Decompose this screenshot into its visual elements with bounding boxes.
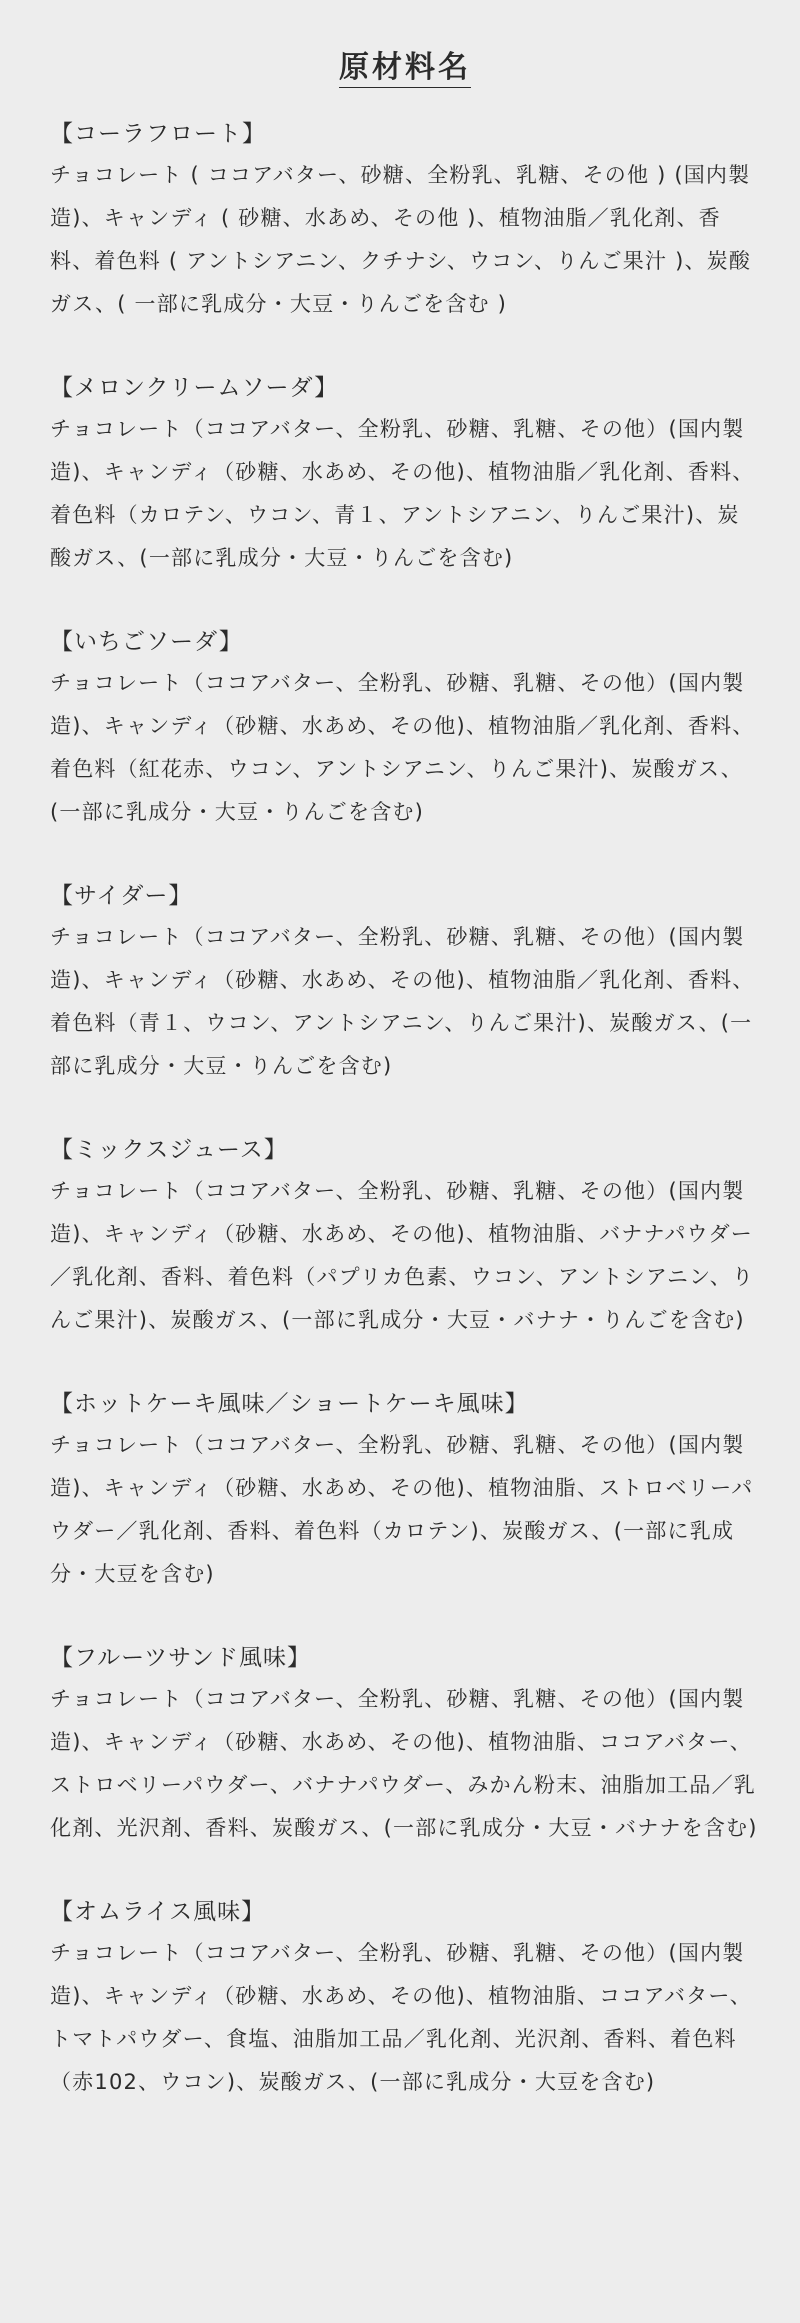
section-strawberry-soda <box>50 622 760 834</box>
section-ingredients: チョコレート ( ココアバター、砂糖、全粉乳、乳糖、その他 ) (国内製造)、キャンディ ( 砂糖、水あめ、その他 )、植物油脂／乳化剤、香料、着色料 ( アントシアニン、クチナシ、ウコン、りんご果汁 )、炭酸ガス、( 一部に乳成分・大豆・りんごを含む ) <box>50 163 752 316</box>
section-heading: 【サイダー】 <box>50 883 193 909</box>
section-ingredients: チョコレート（ココアバター、全粉乳、砂糖、乳糖、その他）(国内製造)、キャンディ（砂糖、水あめ、その他)、植物油脂、ココアバター、ストロベリーパウダー、バナナパウダー、みかん粉末、油脂加工品／乳化剤、光沢剤、香料、炭酸ガス、(一部に乳成分・大豆・バナナを含む) <box>50 1687 758 1840</box>
page-title-text: 原材料名 <box>339 50 471 88</box>
page-title <box>50 48 760 88</box>
section-heading: 【メロンクリームソーダ】 <box>50 375 339 401</box>
section-omurice <box>50 1892 760 2104</box>
section-ingredients: チョコレート（ココアバター、全粉乳、砂糖、乳糖、その他）(国内製造)、キャンディ（砂糖、水あめ、その他)、植物油脂／乳化剤、香料、着色料（カロテン、ウコン、青１、アントシアニン、りんご果汁)、炭酸ガス、(一部に乳成分・大豆・りんごを含む) <box>50 417 755 570</box>
section-cider <box>50 876 760 1088</box>
section-heading: 【ホットケーキ風味／ショートケーキ風味】 <box>50 1391 529 1417</box>
section-ingredients: チョコレート（ココアバター、全粉乳、砂糖、乳糖、その他）(国内製造)、キャンディ（砂糖、水あめ、その他)、植物油脂／乳化剤、香料、着色料（青１、ウコン、アントシアニン、りんご果汁)、炭酸ガス、(一部に乳成分・大豆・りんごを含む) <box>50 925 755 1078</box>
section-mixed-juice <box>50 1130 760 1342</box>
section-heading: 【フルーツサンド風味】 <box>50 1645 312 1671</box>
section-fruit-sandwich <box>50 1638 760 1850</box>
section-heading: 【オムライス風味】 <box>50 1899 266 1925</box>
section-ingredients: チョコレート（ココアバター、全粉乳、砂糖、乳糖、その他）(国内製造)、キャンディ（砂糖、水あめ、その他)、植物油脂、バナナパウダー／乳化剤、香料、着色料（パプリカ色素、ウコン、アントシアニン、りんご果汁)、炭酸ガス、(一部に乳成分・大豆・バナナ・りんごを含む) <box>50 1179 755 1332</box>
section-hotcake-shortcake <box>50 1384 760 1596</box>
section-cola-float <box>50 114 760 326</box>
section-heading: 【ミックスジュース】 <box>50 1137 288 1163</box>
section-ingredients: チョコレート（ココアバター、全粉乳、砂糖、乳糖、その他）(国内製造)、キャンディ（砂糖、水あめ、その他)、植物油脂、ココアバター、トマトパウダー、食塩、油脂加工品／乳化剤、光沢剤、香料、着色料（赤102、ウコン)、炭酸ガス、(一部に乳成分・大豆を含む) <box>50 1941 752 2094</box>
section-melon-cream-soda <box>50 368 760 580</box>
section-heading: 【いちごソーダ】 <box>50 629 243 655</box>
section-ingredients: チョコレート（ココアバター、全粉乳、砂糖、乳糖、その他）(国内製造)、キャンディ（砂糖、水あめ、その他)、植物油脂、ストロベリーパウダー／乳化剤、香料、着色料（カロテン)、炭酸ガス、(一部に乳成分・大豆を含む) <box>50 1433 754 1586</box>
section-heading: 【コーラフロート】 <box>50 121 266 147</box>
section-ingredients: チョコレート（ココアバター、全粉乳、砂糖、乳糖、その他）(国内製造)、キャンディ（砂糖、水あめ、その他)、植物油脂／乳化剤、香料、着色料（紅花赤、ウコン、アントシアニン、りんご果汁)、炭酸ガス、(一部に乳成分・大豆・りんごを含む) <box>50 671 755 824</box>
